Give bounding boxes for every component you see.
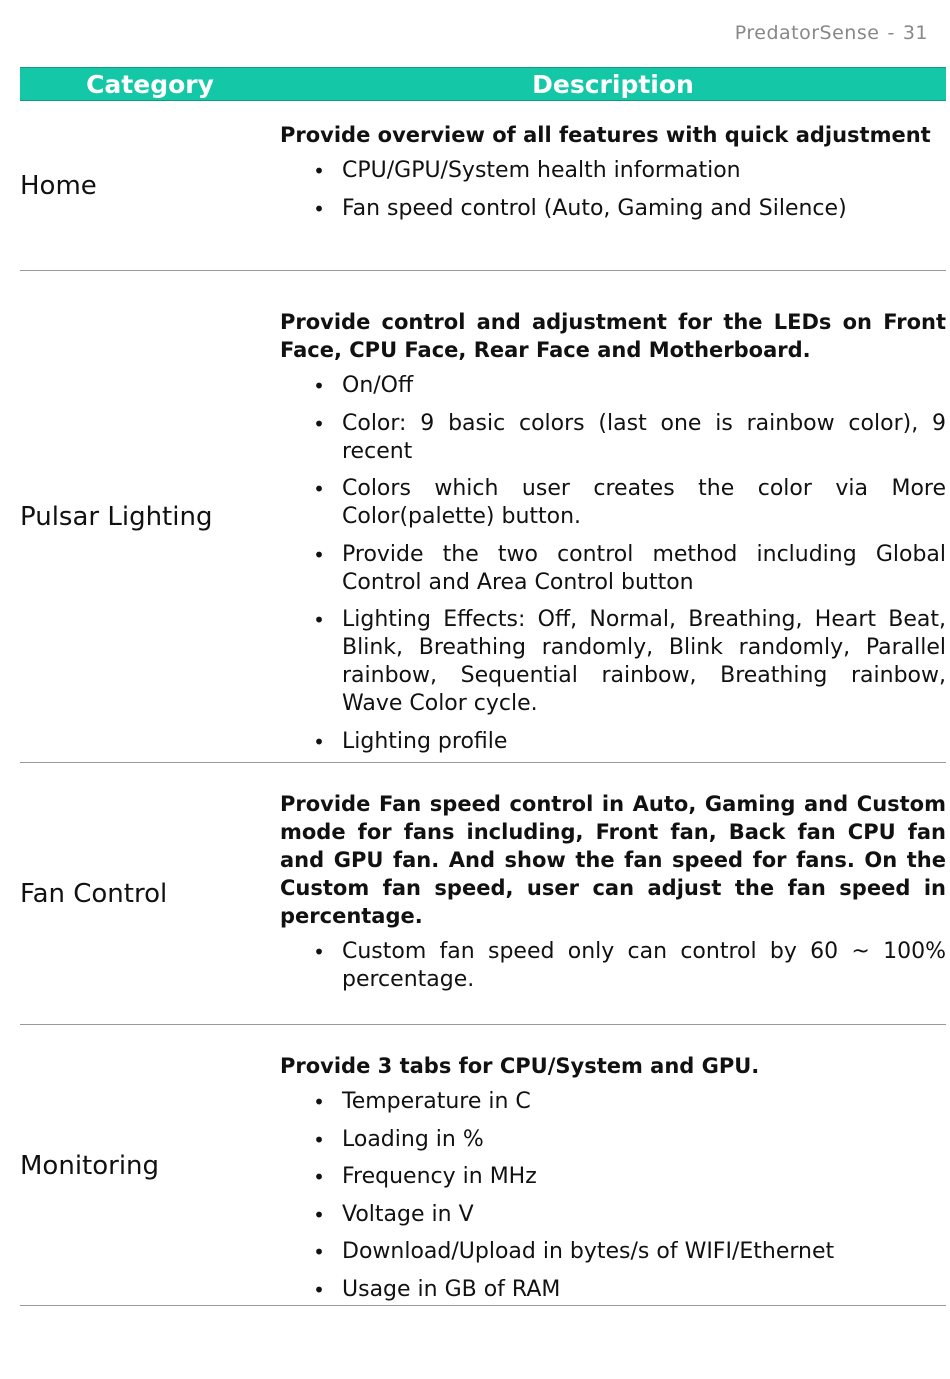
list-item-text: Color: 9 basic colors (last one is rainbow color), 9 recent <box>342 410 946 464</box>
bullet-icon: • <box>313 1090 325 1114</box>
bullet-icon: • <box>313 374 325 398</box>
list-item <box>280 938 946 994</box>
list-item <box>280 1238 946 1266</box>
list-item-text: Lighting Effects: Off, Normal, Breathing, Heart Beat, Blink, Breathing randomly, Blink randomly, Parallel rainbow, Sequential rainbow, Breathing rainbow, Wave Color cycle. <box>342 607 946 716</box>
list-item <box>280 372 946 400</box>
list-item <box>280 157 946 185</box>
bullet-list <box>280 1088 946 1304</box>
table-row-pulsar-lighting <box>20 271 946 763</box>
bullet-list <box>280 157 946 223</box>
bullet-icon: • <box>313 159 325 183</box>
list-item <box>280 1201 946 1229</box>
bullet-icon: • <box>313 542 325 567</box>
list-item-text: CPU/GPU/System health information <box>342 158 741 183</box>
list-item <box>280 606 946 718</box>
description-lead: Provide control and adjustment for the LEDs on Front Face, CPU Face, Rear Face and Motherboard. <box>280 310 946 362</box>
list-item <box>280 1088 946 1116</box>
list-item-text: Custom fan speed only can control by 60 ~ 100% percentage. <box>342 939 946 992</box>
list-item-text: Provide the two control method including Global Control and Area Control button <box>342 541 946 595</box>
bullet-icon: • <box>313 477 325 501</box>
list-item <box>280 410 946 466</box>
category-cell: Fan Control <box>20 879 168 909</box>
list-item <box>280 1276 946 1304</box>
running-header <box>735 22 928 44</box>
list-item <box>280 475 946 531</box>
bullet-list <box>280 372 946 756</box>
features-table <box>20 67 946 1302</box>
table-row-fan-control <box>20 763 946 1025</box>
table-row-home <box>20 101 946 271</box>
description-cell <box>280 790 946 1004</box>
running-header-title: PredatorSense <box>734 22 880 44</box>
bullet-icon: • <box>313 1127 325 1152</box>
category-cell: Home <box>20 171 97 201</box>
bullet-icon: • <box>313 1165 325 1189</box>
column-header-description: Description <box>532 69 694 99</box>
description-lead: Provide 3 tabs for CPU/System and GPU. <box>280 1054 760 1078</box>
bullet-icon: • <box>313 1277 325 1302</box>
bullet-icon: • <box>313 1240 325 1264</box>
list-item-text: Voltage in V <box>342 1201 474 1227</box>
bullet-list <box>280 938 946 994</box>
list-item-text: On/Off <box>342 373 414 398</box>
description-cell <box>280 308 946 765</box>
description-lead: Provide Fan speed control in Auto, Gaming and Custom mode for fans including, Front fan, Back fan CPU fan and GPU fan. And show the fan speed for fans. On the Custom fan speed, user can adjust the fan speed in percentage. <box>280 792 946 928</box>
list-item-text: Lighting profile <box>342 728 508 754</box>
running-header-separator: - <box>887 22 895 44</box>
category-cell: Monitoring <box>20 1150 160 1181</box>
description-cell <box>280 1052 946 1313</box>
list-item <box>280 1126 946 1154</box>
list-item <box>280 195 946 223</box>
table-row-monitoring <box>20 1025 946 1306</box>
description-lead: Provide overview of all features with quick adjustment <box>280 123 931 147</box>
page-number: 31 <box>902 22 928 44</box>
bullet-icon: • <box>313 729 325 754</box>
list-item-text: Download/Upload in bytes/s of WIFI/Ethernet <box>342 1239 835 1264</box>
list-item-text: Fan speed control (Auto, Gaming and Silence) <box>342 195 847 221</box>
column-header-category: Category <box>86 69 214 99</box>
list-item <box>280 728 946 756</box>
bullet-icon: • <box>313 940 325 964</box>
bullet-icon: • <box>313 411 325 436</box>
list-item <box>280 541 946 597</box>
list-item-text: Colors which user creates the color via More Color(palette) button. <box>342 476 946 529</box>
list-item-text: Usage in GB of RAM <box>342 1276 561 1302</box>
list-item-text: Loading in % <box>342 1126 484 1152</box>
bullet-icon: • <box>313 196 325 221</box>
list-item <box>280 1163 946 1191</box>
table-header-row <box>20 67 946 101</box>
bullet-icon: • <box>313 1202 325 1227</box>
list-item-text: Temperature in C <box>342 1089 531 1114</box>
list-item-text: Frequency in MHz <box>342 1164 537 1189</box>
description-cell <box>280 121 946 232</box>
bullet-icon: • <box>313 608 325 632</box>
category-cell: Pulsar Lighting <box>20 502 213 532</box>
